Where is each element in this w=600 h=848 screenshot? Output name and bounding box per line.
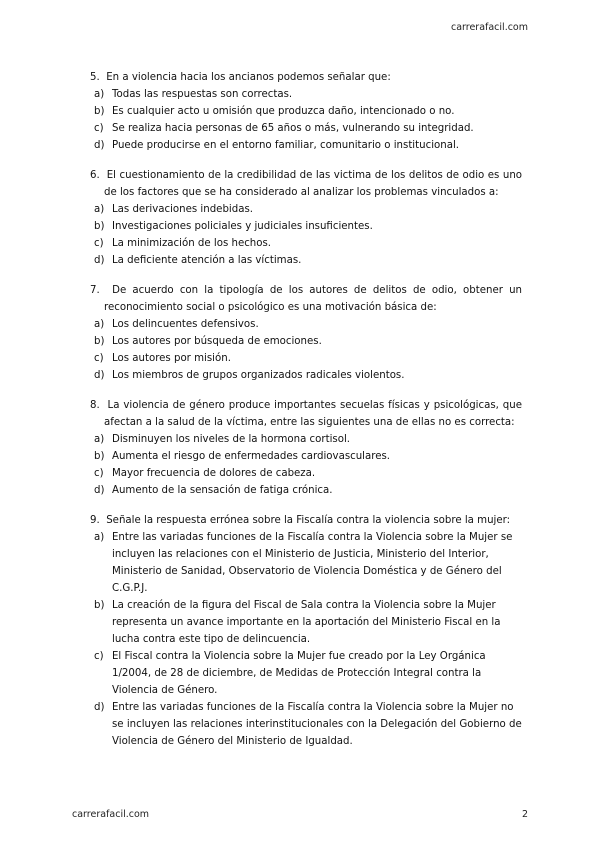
option-c — [94, 235, 522, 252]
option-text: Puede producirse en el entorno familiar, comunitario o institucional. — [112, 140, 460, 151]
question-text — [90, 167, 522, 201]
option-text: Entre las variadas funciones de la Fiscalía contra la Violencia sobre la Mujer se incluyen las relaciones con el Ministerio de Justicia, Ministerio del Interior, Ministerio de Sanidad, Observatorio de Violencia Doméstica y de Género del C.G.P.J. — [112, 532, 513, 594]
option-letter: a) — [94, 319, 105, 330]
question-5 — [90, 69, 522, 154]
option-d — [94, 367, 522, 384]
question-number: 8. — [90, 400, 100, 411]
option-b — [94, 333, 522, 350]
option-letter: b) — [94, 106, 105, 117]
option-text: Aumento de la sensación de fatiga crónica. — [112, 485, 333, 496]
question-8 — [90, 397, 522, 499]
option-letter: a) — [94, 204, 105, 215]
option-a — [94, 201, 522, 218]
option-text: Todas las respuestas son correctas. — [112, 89, 293, 100]
page-number: 2 — [521, 809, 528, 820]
option-letter: b) — [94, 451, 105, 462]
question-number: 5. — [90, 72, 100, 83]
option-letter: c) — [94, 468, 104, 479]
option-text: El Fiscal contra la Violencia sobre la Mujer fue creado por la Ley Orgánica 1/2004, de 28 de diciembre, de Medidas de Protección Integral contra la Violencia de Género. — [112, 651, 486, 696]
question-number: 6. — [90, 170, 100, 181]
question-statement: De acuerdo con la tipología de los autores de delitos de odio, obtener un reconocimiento social o psicológico es una motivación básica de: — [104, 285, 522, 313]
option-text: Es cualquier acto u omisión que produzca daño, intencionado o no. — [112, 106, 455, 117]
option-c — [94, 120, 522, 137]
question-9 — [90, 512, 522, 750]
option-letter: d) — [94, 485, 105, 496]
option-text: Aumenta el riesgo de enfermedades cardiovasculares. — [112, 451, 391, 462]
question-statement: La violencia de género produce importantes secuelas físicas y psicológicas, que afectan a la salud de la víctima, entre las siguientes una de ellas no es correcta: — [104, 400, 522, 428]
option-letter: d) — [94, 255, 105, 266]
option-text: Los autores por misión. — [112, 353, 231, 364]
option-letter: b) — [94, 600, 105, 611]
question-statement: Señale la respuesta errónea sobre la Fiscalía contra la violencia sobre la mujer: — [106, 515, 511, 526]
option-letter: a) — [94, 532, 105, 543]
option-d — [94, 252, 522, 269]
option-c — [94, 465, 522, 482]
option-text: Los autores por búsqueda de emociones. — [112, 336, 322, 347]
option-c — [94, 350, 522, 367]
question-text — [90, 397, 522, 431]
option-letter: d) — [94, 702, 105, 713]
option-c — [94, 648, 522, 699]
question-statement: En a violencia hacia los ancianos podemos señalar que: — [106, 72, 391, 83]
option-a — [94, 529, 522, 597]
option-d — [94, 137, 522, 154]
option-letter: d) — [94, 140, 105, 151]
option-letter: a) — [94, 434, 105, 445]
option-letter: b) — [94, 221, 105, 232]
question-list — [90, 69, 522, 763]
option-text: Disminuyen los niveles de la hormona cortisol. — [112, 434, 351, 445]
option-text: La minimización de los hechos. — [112, 238, 272, 249]
option-letter: d) — [94, 370, 105, 381]
option-text: Entre las variadas funciones de la Fiscalía contra la Violencia sobre la Mujer no se incluyen las relaciones interinstitucionales con la Delegación del Gobierno de Violencia de Género del Ministerio de Igualdad. — [112, 702, 522, 747]
option-text: Los delincuentes defensivos. — [112, 319, 259, 330]
option-b — [94, 218, 522, 235]
option-text: Las derivaciones indebidas. — [112, 204, 253, 215]
option-letter: b) — [94, 336, 105, 347]
option-a — [94, 431, 522, 448]
question-text — [90, 512, 522, 529]
header-site: carrerafacil.com — [450, 22, 528, 33]
option-a — [94, 316, 522, 333]
question-text — [90, 282, 522, 316]
option-text: Mayor frecuencia de dolores de cabeza. — [112, 468, 316, 479]
footer-site: carrerafacil.com — [72, 809, 150, 820]
option-d — [94, 482, 522, 499]
question-number: 7. — [90, 285, 100, 296]
option-b — [94, 597, 522, 648]
question-number: 9. — [90, 515, 100, 526]
option-a — [94, 86, 522, 103]
option-text: La creación de la figura del Fiscal de Sala contra la Violencia sobre la Mujer representa un avance importante en la aportación del Ministerio Fiscal en la lucha contra este tipo de delincuencia. — [112, 600, 501, 645]
question-7 — [90, 282, 522, 384]
option-text: Se realiza hacia personas de 65 años o más, vulnerando su integridad. — [112, 123, 474, 134]
option-letter: a) — [94, 89, 105, 100]
option-letter: c) — [94, 238, 104, 249]
question-text — [90, 69, 522, 86]
option-b — [94, 103, 522, 120]
question-6 — [90, 167, 522, 269]
option-text: Los miembros de grupos organizados radicales violentos. — [112, 370, 405, 381]
option-d — [94, 699, 522, 750]
option-b — [94, 448, 522, 465]
option-text: La deficiente atención a las víctimas. — [112, 255, 302, 266]
option-letter: c) — [94, 651, 104, 662]
option-letter: c) — [94, 353, 104, 364]
option-letter: c) — [94, 123, 104, 134]
question-statement: El cuestionamiento de la credibilidad de las victima de los delitos de odio es uno de los factores que se ha considerado al analizar los problemas vinculados a: — [104, 170, 523, 198]
option-text: Investigaciones policiales y judiciales insuficientes. — [112, 221, 373, 232]
